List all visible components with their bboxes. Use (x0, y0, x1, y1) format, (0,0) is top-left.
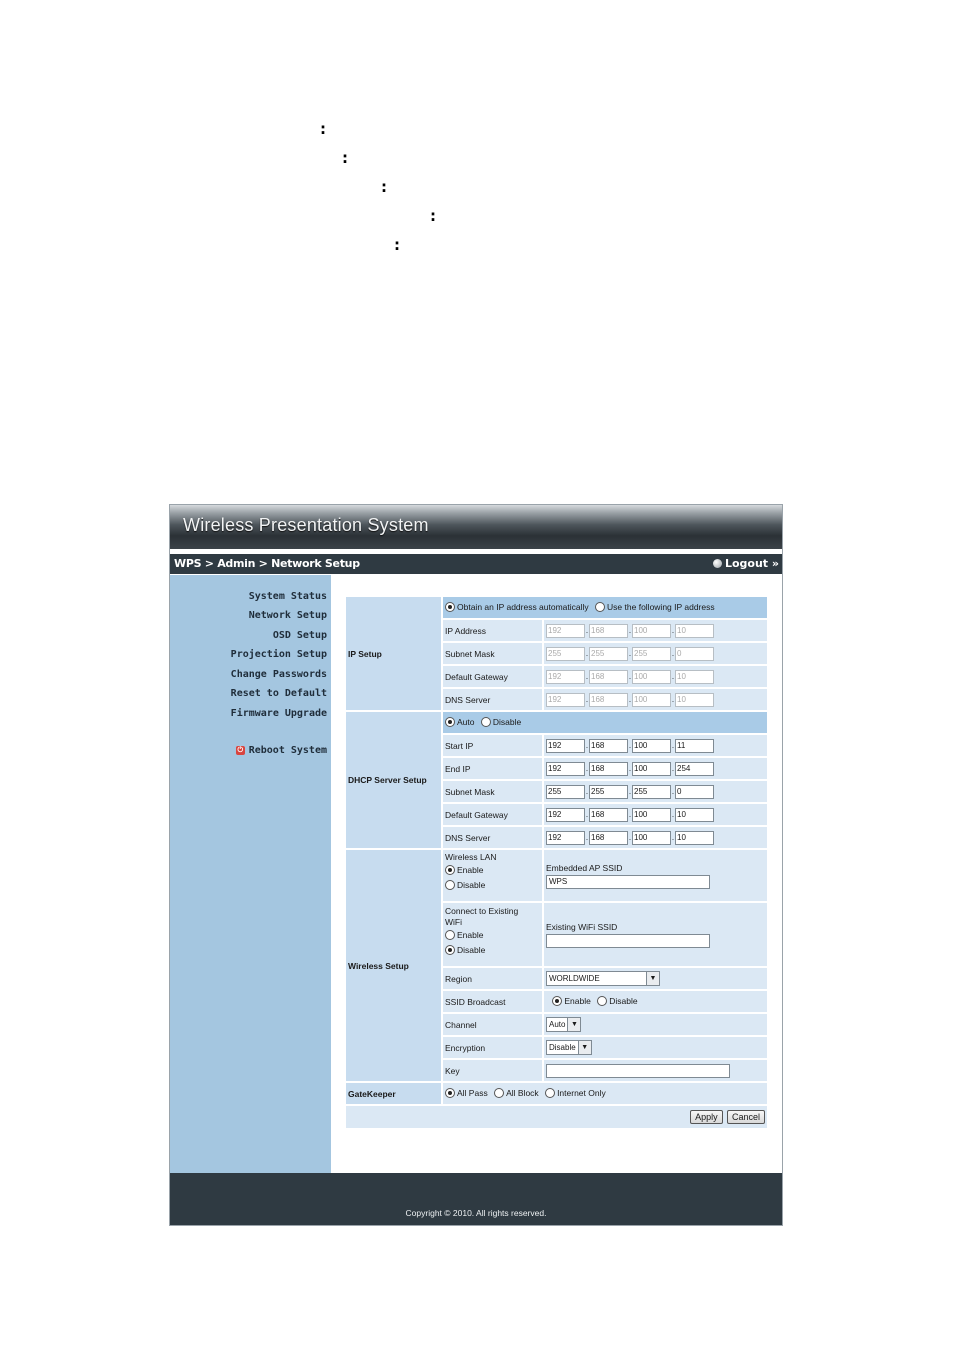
ap-ssid-cell (544, 850, 767, 901)
channel-select[interactable] (546, 1017, 581, 1032)
doc-colon-4: : (430, 207, 436, 225)
ssid-broadcast-label: SSID Broadcast (443, 991, 542, 1012)
dhcp-disable-radio[interactable] (481, 717, 491, 727)
connect-enable-radio[interactable] (445, 930, 455, 940)
all-pass-option[interactable] (445, 1088, 488, 1098)
doc-colon-3: : (381, 178, 387, 196)
internet-only-radio[interactable] (545, 1088, 555, 1098)
ip-octet[interactable]: 100 (632, 670, 671, 684)
ssid-broadcast-disable-radio[interactable] (597, 996, 607, 1006)
ip-octet[interactable]: 168 (589, 624, 628, 638)
internet-only-option[interactable] (545, 1088, 606, 1098)
ip-octet[interactable]: 0 (675, 785, 714, 799)
wifi-ssid-cell (544, 903, 767, 966)
ip-octet[interactable]: 0 (675, 647, 714, 661)
cancel-button[interactable]: Cancel (727, 1110, 765, 1124)
button-row (346, 1106, 767, 1128)
ip-octet[interactable]: 100 (632, 693, 671, 707)
key-input[interactable] (546, 1064, 730, 1078)
logout-link[interactable] (713, 557, 779, 570)
ip-address-label: IP Address (443, 620, 542, 641)
dhcp-auto-label: Auto (457, 716, 475, 727)
breadcrumb: WPS > Admin > Network Setup (174, 557, 360, 570)
encryption-label: Encryption (443, 1037, 542, 1058)
default-gateway-input: 192 . 168 . 100 . 10 (546, 670, 765, 684)
ip-octet[interactable]: 192 (546, 670, 585, 684)
ip-octet[interactable]: 192 (546, 762, 585, 776)
ip-octet[interactable]: 168 (589, 762, 628, 776)
sidebar-item-firmware-upgrade[interactable]: Firmware Upgrade (230, 708, 327, 719)
dhcp-mode-options (443, 712, 767, 733)
wlan-disable-radio[interactable] (445, 880, 455, 890)
ip-manual-option[interactable] (595, 602, 715, 612)
ip-octet[interactable]: 192 (546, 831, 585, 845)
reboot-label: Reboot System (248, 745, 327, 756)
ip-octet[interactable]: 10 (675, 670, 714, 684)
wlan-enable-label: Enable (457, 865, 484, 875)
ip-octet[interactable]: 11 (675, 739, 714, 753)
sidebar-item-reset-to-default[interactable]: Reset to Default (230, 688, 327, 699)
ip-octet[interactable]: 255 (546, 785, 585, 799)
all-pass-radio[interactable] (445, 1088, 455, 1098)
default-gateway-label: Default Gateway (443, 666, 542, 687)
ip-auto-option[interactable] (445, 602, 589, 612)
internet-only-label: Internet Only (557, 1087, 606, 1098)
connect-disable-label: Disable (457, 945, 486, 955)
ssid-broadcast-enable-radio[interactable] (552, 996, 562, 1006)
dhcp-section-label: DHCP Server Setup (346, 712, 441, 848)
dhcp-dns-input: 192 . 168 . 100 . 10 (546, 831, 765, 845)
region-value: WORLDWIDE (549, 974, 600, 983)
gatekeeper-options (443, 1083, 767, 1104)
sidebar-item-osd-setup[interactable]: OSD Setup (272, 630, 327, 641)
dhcp-auto-radio[interactable] (445, 717, 455, 727)
connect-enable-label: Enable (457, 930, 484, 940)
all-pass-label: All Pass (457, 1087, 488, 1098)
wlan-enable-radio[interactable] (445, 865, 455, 875)
ip-mode-options (443, 597, 767, 618)
ip-setup-section-label: IP Setup (346, 597, 441, 710)
ip-octet[interactable]: 255 (632, 785, 671, 799)
sidebar-item-system-status[interactable]: System Status (248, 591, 327, 602)
sidebar (170, 575, 331, 1173)
ip-octet[interactable]: 100 (632, 831, 671, 845)
subnet-mask-input: 255 . 255 . 255 . 0 (546, 647, 765, 661)
ip-octet[interactable]: 100 (632, 808, 671, 822)
reboot-system-link[interactable] (236, 745, 327, 756)
ip-octet[interactable]: 255 (632, 647, 671, 661)
ip-octet[interactable]: 192 (546, 624, 585, 638)
footer (170, 1173, 782, 1226)
ssid-broadcast-disable-option[interactable] (597, 996, 637, 1006)
sidebar-item-projection-setup[interactable]: Projection Setup (230, 649, 327, 660)
wlan-enable-option[interactable] (445, 865, 483, 875)
ssid-broadcast-enable-label: Enable (564, 995, 591, 1006)
ip-address-input: 192 . 168 . 100 . 10 (546, 624, 765, 638)
chevron-down-icon: ▼ (567, 1018, 580, 1031)
end-ip-input: 192 . 168 . 100 . 254 (546, 762, 765, 776)
connect-disable-option[interactable] (445, 945, 485, 955)
dhcp-gateway-input: 192 . 168 . 100 . 10 (546, 808, 765, 822)
connect-disable-radio[interactable] (445, 945, 455, 955)
channel-value: Auto (549, 1020, 566, 1029)
ip-octet[interactable]: 10 (675, 693, 714, 707)
ip-octet[interactable]: 168 (589, 808, 628, 822)
network-setup-form (346, 595, 770, 1130)
sidebar-item-network-setup[interactable]: Network Setup (248, 610, 327, 621)
ip-octet[interactable]: 10 (675, 831, 714, 845)
all-block-radio[interactable] (494, 1088, 504, 1098)
connect-wifi-label: Connect to Existing WiFi (445, 906, 519, 927)
ip-octet[interactable]: 168 (589, 670, 628, 684)
copyright-text: Copyright © 2010. All rights reserved. (405, 1208, 547, 1218)
ip-octet[interactable]: 192 (546, 739, 585, 753)
logout-label: Logout » (724, 557, 779, 570)
dhcp-subnet-mask-input: 255 . 255 . 255 . 0 (546, 785, 765, 799)
logout-icon (713, 559, 722, 568)
encryption-select[interactable] (546, 1040, 592, 1055)
ip-octet[interactable]: 100 (632, 739, 671, 753)
all-block-option[interactable] (494, 1088, 539, 1098)
nav-bar (170, 554, 782, 574)
wireless-lan-cell (443, 850, 542, 901)
wifi-ssid-input[interactable] (546, 934, 710, 948)
apply-button[interactable]: Apply (690, 1110, 723, 1124)
ssid-broadcast-disable-label: Disable (609, 995, 638, 1006)
dhcp-disable-option[interactable] (481, 717, 521, 727)
connect-enable-option[interactable] (445, 930, 483, 940)
ip-octet[interactable]: 255 (589, 647, 628, 661)
gatekeeper-section-label: GateKeeper (346, 1083, 441, 1104)
ap-ssid-input[interactable]: WPS (546, 875, 710, 889)
app-title: Wireless Presentation System (183, 515, 429, 535)
ip-octet[interactable]: 100 (632, 762, 671, 776)
region-select[interactable] (546, 971, 660, 986)
dns-server-input: 192 . 168 . 100 . 10 (546, 693, 765, 707)
wireless-section-label: Wireless Setup (346, 850, 441, 1081)
chevron-down-icon: ▼ (646, 972, 659, 985)
ssid-broadcast-enable-option[interactable] (552, 996, 590, 1006)
connect-wifi-cell (443, 903, 542, 966)
dhcp-disable-label: Disable (492, 716, 522, 727)
wlan-disable-option[interactable] (445, 880, 485, 890)
doc-colon-5: : (394, 236, 400, 254)
ip-octet[interactable]: 100 (632, 624, 671, 638)
ip-octet[interactable]: 168 (589, 831, 628, 845)
chevron-down-icon: ▼ (578, 1041, 591, 1054)
doc-colon-1: : (320, 120, 326, 138)
doc-colon-2: : (342, 149, 348, 167)
wlan-disable-label: Disable (457, 880, 486, 890)
ip-octet[interactable]: 192 (546, 693, 585, 707)
ip-octet[interactable]: 192 (546, 808, 585, 822)
app-banner (170, 505, 782, 549)
power-icon: ⏻ (237, 746, 243, 754)
ip-octet[interactable]: 10 (675, 808, 714, 822)
dhcp-gateway-label: Default Gateway (443, 804, 542, 825)
ssid-broadcast-options (544, 991, 767, 1012)
ip-manual-radio[interactable] (595, 602, 605, 612)
ip-octet[interactable]: 168 (589, 739, 628, 753)
sidebar-item-change-passwords[interactable]: Change Passwords (230, 669, 327, 680)
ip-auto-radio[interactable] (445, 602, 455, 612)
screenshot-frame (169, 504, 783, 1226)
dhcp-subnet-mask-label: Subnet Mask (443, 781, 542, 802)
ip-auto-label: Obtain an IP address automatically (457, 601, 589, 612)
end-ip-label: End IP (443, 758, 542, 779)
ip-octet[interactable]: 168 (589, 693, 628, 707)
dhcp-auto-option[interactable] (445, 717, 475, 727)
ap-ssid-label: Embedded AP SSID (546, 862, 623, 873)
channel-label: Channel (443, 1014, 542, 1035)
ip-manual-label: Use the following IP address (607, 601, 715, 612)
start-ip-label: Start IP (443, 735, 542, 756)
ip-octet[interactable]: 255 (546, 647, 585, 661)
dns-server-label: DNS Server (443, 689, 542, 710)
wireless-lan-label: Wireless LAN (445, 852, 497, 862)
ip-octet[interactable]: 10 (675, 624, 714, 638)
encryption-value: Disable (549, 1043, 576, 1052)
key-label: Key (443, 1060, 542, 1081)
region-label: Region (443, 968, 542, 989)
start-ip-input: 192 . 168 . 100 . 11 (546, 739, 765, 753)
wifi-ssid-label: Existing WiFi SSID (546, 921, 618, 932)
ip-octet[interactable]: 255 (589, 785, 628, 799)
dhcp-dns-label: DNS Server (443, 827, 542, 848)
subnet-mask-label: Subnet Mask (443, 643, 542, 664)
all-block-label: All Block (506, 1087, 539, 1098)
ip-octet[interactable]: 254 (675, 762, 714, 776)
